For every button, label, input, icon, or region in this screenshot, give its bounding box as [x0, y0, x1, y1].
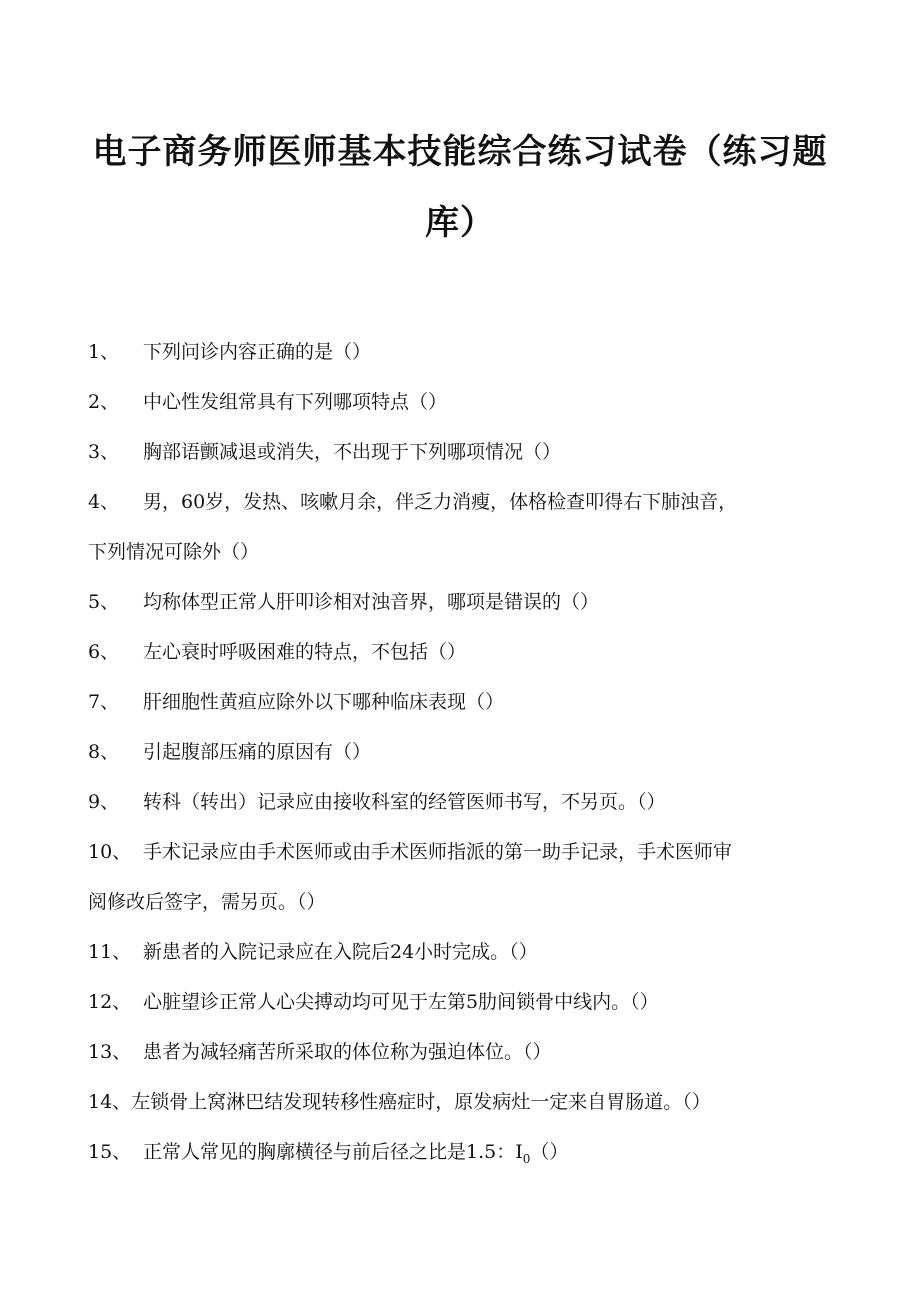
question-item: [88, 690, 818, 715]
question-text: 左锁骨上窝淋巴结发现转移性癌症时，原发病灶一定来自胃肠道。（）: [131, 1091, 711, 1113]
question-number: 4、: [88, 491, 120, 513]
question-number: 7、: [88, 691, 120, 713]
question-number: 1、: [88, 341, 120, 363]
question-list: [88, 340, 818, 1197]
question-number: 6、: [88, 641, 120, 663]
question-item: [88, 1090, 818, 1115]
question-text-continued: 阅修改后签字，需另页。（）: [88, 891, 326, 913]
question-item: [88, 1140, 818, 1172]
question-number: 13、: [88, 1041, 132, 1063]
question-text: 转科（转出）记录应由接收科室的经管医师书写，不另页。（）: [143, 791, 666, 813]
question-item: [88, 790, 818, 815]
question-text: 新患者的入院记录应在入院后24小时完成。（）: [143, 941, 538, 963]
question-item: [88, 640, 818, 665]
question-subscript: 0: [522, 1151, 531, 1166]
question-number: 11、: [88, 941, 132, 963]
question-item: [88, 440, 818, 465]
document-title-line-1: 电子商务师医师基本技能综合练习试卷（练习题: [92, 132, 828, 172]
question-number: 9、: [88, 791, 120, 813]
question-number: 12、: [88, 991, 132, 1013]
document-title-line-2: 库）: [425, 203, 495, 243]
question-number: 10、: [88, 841, 132, 863]
question-text: 胸部语颤减退或消失，不出现于下列哪项情况（）: [143, 441, 562, 463]
question-text: 左心衰时呼吸困难的特点，不包括（）: [143, 641, 467, 663]
question-text: 心脏望诊正常人心尖搏动均可见于左第5肋间锁骨中线内。（）: [143, 991, 659, 1013]
question-item: [88, 740, 818, 765]
question-item: [88, 1040, 818, 1065]
question-number: 15、: [88, 1141, 132, 1163]
question-item: [88, 990, 818, 1015]
question-item: [88, 390, 818, 415]
question-text: 引起腹部压痛的原因有（）: [143, 741, 372, 763]
question-number: 2、: [88, 391, 120, 413]
question-text: 患者为减轻痛苦所采取的体位称为强迫体位。（）: [143, 1041, 552, 1063]
question-number: 8、: [88, 741, 120, 763]
question-text-continued: 下列情况可除外（）: [88, 541, 260, 563]
question-text: 中心性发组常具有下列哪项特点（）: [143, 391, 448, 413]
question-item: [88, 490, 818, 565]
question-text: 正常人常见的胸廓横径与前后径之比是1.5：I: [143, 1141, 523, 1163]
question-item: [88, 340, 818, 365]
question-text: 肝细胞性黄疸应除外以下哪种临床表现（）: [143, 691, 505, 713]
question-number: 3、: [88, 441, 120, 463]
question-text-tail: （）: [530, 1141, 569, 1163]
question-text: 下列问诊内容正确的是（）: [143, 341, 372, 363]
question-item: [88, 590, 818, 615]
question-text: 均称体型正常人肝叩诊相对浊音界，哪项是错误的（）: [143, 591, 600, 613]
question-number: 5、: [88, 591, 120, 613]
question-item: [88, 840, 818, 915]
question-text: 男，60岁，发热、咳嗽月余，伴乏力消瘦，体格检查叩得右下肺浊音，: [143, 491, 738, 513]
question-number: 14、: [88, 1091, 132, 1113]
question-text: 手术记录应由手术医师或由手术医师指派的第一助手记录，手术医师审: [143, 841, 733, 863]
question-item: [88, 940, 818, 965]
